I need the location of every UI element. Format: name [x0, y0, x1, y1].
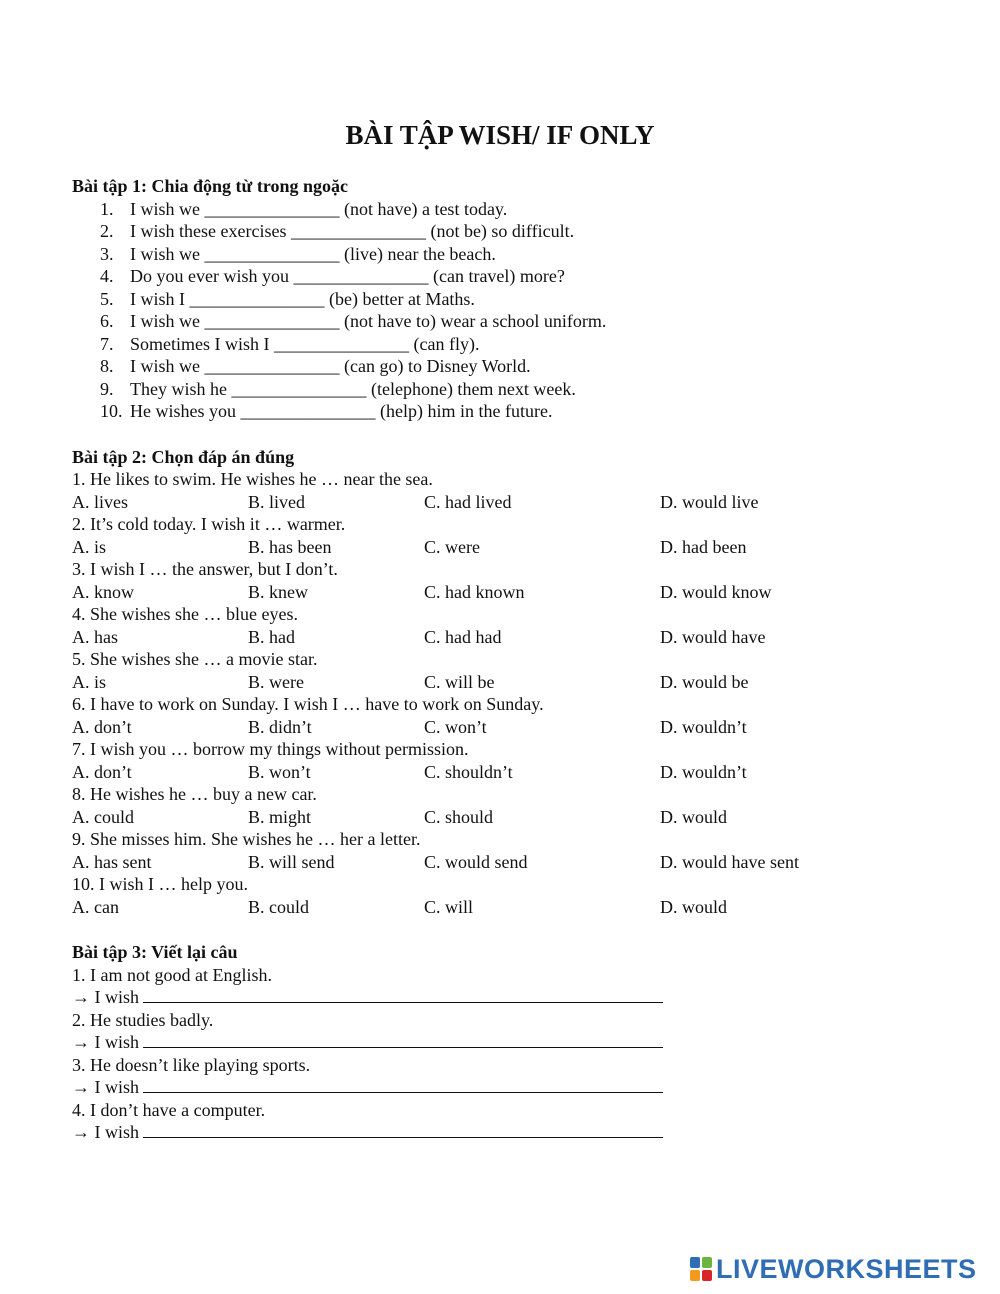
page-title: BÀI TẬP WISH/ IF ONLY [345, 120, 655, 150]
exercise3-heading: Bài tập 3: Viết lại câu [72, 942, 238, 962]
exercise1-item: 2. I wish these exercises _______________ (not be) so difficult. [100, 221, 575, 241]
answer-line: → I wish [72, 1121, 663, 1143]
option-d: D. would [660, 807, 727, 827]
answer-line: → I wish [72, 1076, 663, 1098]
option-c: C. had known [424, 582, 525, 602]
sentence-text: 1. I am not good at English. [72, 965, 272, 985]
answer-options [72, 491, 872, 513]
option-c: C. won’t [424, 717, 487, 737]
exercise1-item: 8. I wish we _______________ (can go) to Disney World. [100, 356, 531, 376]
liveworksheets-logo [690, 1254, 977, 1284]
answer-options [72, 761, 872, 783]
question-text: 9. She misses him. She wishes he … her a letter. [72, 829, 421, 849]
exercise1-item: 10. He wishes you _______________ (help) him in the future. [100, 401, 553, 421]
exercise1-item: 1. I wish we _______________ (not have) a test today. [100, 199, 508, 219]
sentence-text: 2. He studies badly. [72, 1010, 214, 1030]
option-d: D. would live [660, 492, 759, 512]
answer-options [72, 716, 872, 738]
exercise1-item: 7. Sometimes I wish I _______________ (can fly). [100, 334, 480, 354]
option-c: C. will [424, 897, 474, 917]
option-a: A. is [72, 537, 107, 557]
sentence-text: 3. He doesn’t like playing sports. [72, 1055, 311, 1075]
answer-blank[interactable] [143, 1031, 663, 1048]
option-b: B. will send [248, 852, 335, 872]
exercise1-heading: Bài tập 1: Chia động từ trong ngoặc [72, 176, 349, 196]
logo-mark-icon [690, 1257, 712, 1281]
answer-options [72, 626, 872, 648]
question-text: 2. It’s cold today. I wish it … warmer. [72, 514, 346, 534]
option-a: A. is [72, 672, 107, 692]
exercise1-item: 5. I wish I _______________ (be) better at Maths. [100, 289, 475, 309]
exercise1-item: 4. Do you ever wish you _______________ (can travel) more? [100, 266, 565, 286]
answer-options [72, 581, 872, 603]
option-d: D. had been [660, 537, 747, 557]
option-c: C. should [424, 807, 494, 827]
question-text: 3. I wish I … the answer, but I don’t. [72, 559, 338, 579]
option-b: B. won’t [248, 762, 311, 782]
logo-text: LIVEWORKSHEETS [716, 1253, 977, 1284]
exercise1-item: 9. They wish he _______________ (telephone) them next week. [100, 379, 576, 399]
option-b: B. lived [248, 492, 305, 512]
option-d: D. would [660, 897, 727, 917]
option-d: D. would have [660, 627, 766, 647]
option-c: C. would send [424, 852, 528, 872]
question-text: 8. He wishes he … buy a new car. [72, 784, 317, 804]
option-b: B. has been [248, 537, 332, 557]
option-b: B. could [248, 897, 309, 917]
option-b: B. knew [248, 582, 308, 602]
option-a: A. don’t [72, 717, 132, 737]
question-text: 5. She wishes she … a movie star. [72, 649, 318, 669]
option-d: D. wouldn’t [660, 717, 747, 737]
option-a: A. has sent [72, 852, 152, 872]
option-d: D. wouldn’t [660, 762, 747, 782]
answer-options [72, 806, 872, 828]
option-d: D. would have sent [660, 852, 799, 872]
answer-blank[interactable] [143, 986, 663, 1003]
option-d: D. would be [660, 672, 749, 692]
answer-options [72, 671, 872, 693]
exercise2-heading: Bài tập 2: Chọn đáp án đúng [72, 447, 295, 467]
sentence-text: 4. I don’t have a computer. [72, 1100, 266, 1120]
option-c: C. shouldn’t [424, 762, 513, 782]
option-b: B. might [248, 807, 312, 827]
answer-blank[interactable] [143, 1121, 663, 1138]
option-b: B. were [248, 672, 304, 692]
option-a: A. know [72, 582, 134, 602]
option-b: B. didn’t [248, 717, 312, 737]
option-c: C. had lived [424, 492, 512, 512]
option-a: A. has [72, 627, 118, 647]
answer-line: → I wish [72, 986, 663, 1008]
answer-blank[interactable] [143, 1076, 663, 1093]
option-a: A. don’t [72, 762, 132, 782]
option-a: A. could [72, 807, 134, 827]
question-text: 4. She wishes she … blue eyes. [72, 604, 298, 624]
question-text: 7. I wish you … borrow my things without permission. [72, 739, 469, 759]
exercise1-item: 3. I wish we _______________ (live) near the beach. [100, 244, 496, 264]
answer-options [72, 896, 872, 918]
option-b: B. had [248, 627, 295, 647]
question-text: 1. He likes to swim. He wishes he … near the sea. [72, 469, 433, 489]
option-d: D. would know [660, 582, 772, 602]
answer-options [72, 536, 872, 558]
question-text: 6. I have to work on Sunday. I wish I … have to work on Sunday. [72, 694, 544, 714]
exercise1-item: 6. I wish we _______________ (not have to) wear a school uniform. [100, 311, 607, 331]
option-a: A. lives [72, 492, 128, 512]
option-a: A. can [72, 897, 119, 917]
option-c: C. will be [424, 672, 495, 692]
option-c: C. had had [424, 627, 502, 647]
answer-line: → I wish [72, 1031, 663, 1053]
answer-options [72, 851, 872, 873]
option-c: C. were [424, 537, 480, 557]
question-text: 10. I wish I … help you. [72, 874, 248, 894]
